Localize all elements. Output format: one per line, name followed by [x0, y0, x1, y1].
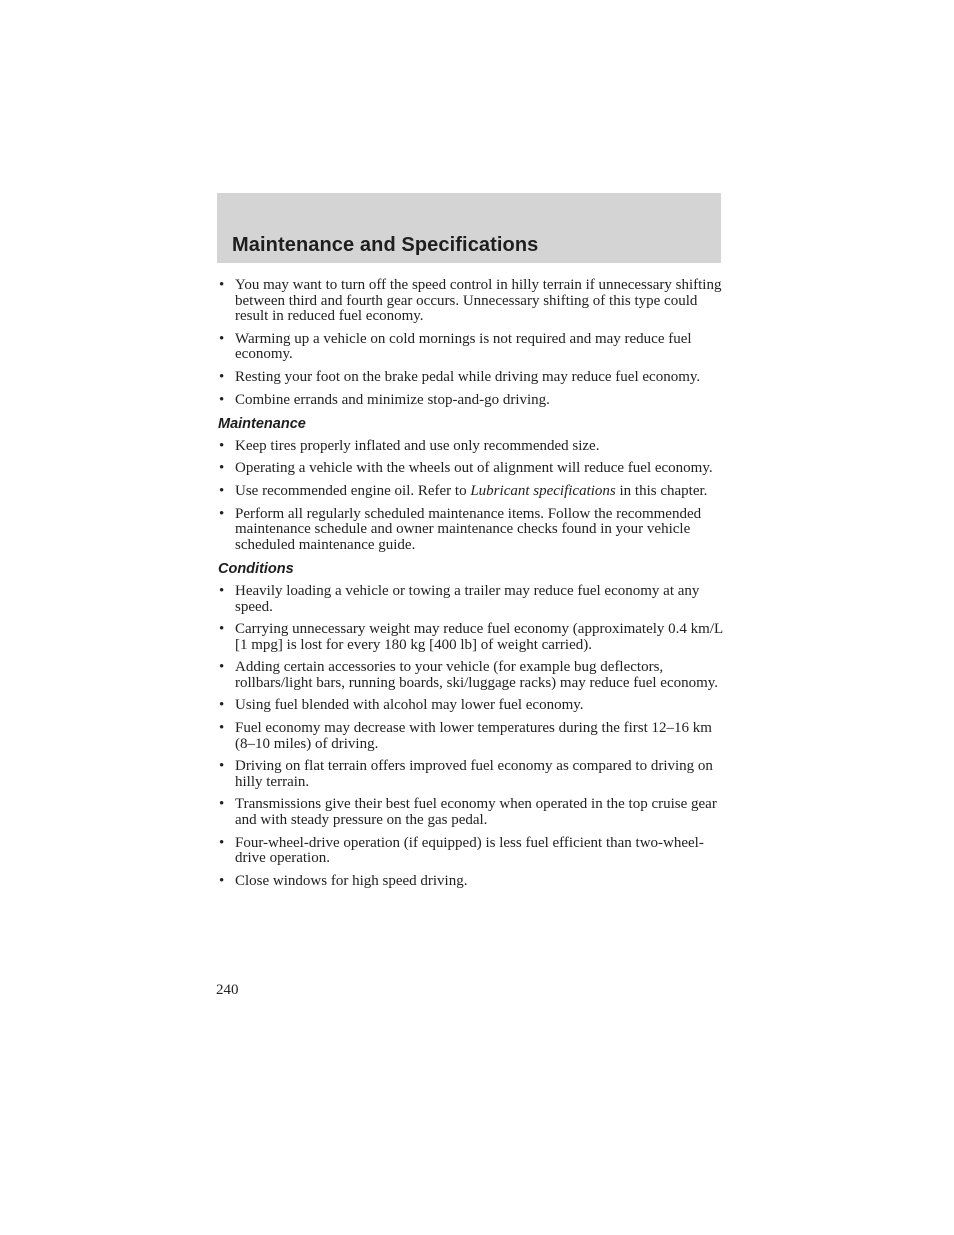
maintenance-heading: Maintenance — [218, 416, 306, 433]
conditions-heading: Conditions — [218, 561, 294, 578]
list-item: • Fuel economy may decrease with lower temperatures during the first 12–16 km (8–10 miles) of driving. — [218, 721, 724, 752]
list-item: • You may want to turn off the speed control in hilly terrain if unnecessary shifting between third and fourth gear occurs. Unnecessary shifting of this type could result in reduced fuel economy. — [218, 278, 724, 325]
list-item: • Combine errands and minimize stop-and-go driving. — [218, 393, 724, 409]
oil-text-after: in this chapter. — [615, 482, 708, 499]
page-content — [218, 278, 724, 896]
list-item: • Using fuel blended with alcohol may lower fuel economy. — [218, 698, 724, 714]
section-header-band — [217, 193, 721, 263]
list-item: • Heavily loading a vehicle or towing a trailer may reduce fuel economy at any speed. — [218, 584, 724, 615]
maintenance-bullet-list — [218, 439, 724, 554]
list-item-oil — [218, 484, 724, 500]
list-item: • Close windows for high speed driving. — [218, 874, 724, 890]
list-item: • Driving on flat terrain offers improved fuel economy as compared to driving on hilly terrain. — [218, 759, 724, 790]
list-item: • Perform all regularly scheduled maintenance items. Follow the recommended maintenance schedule and owner maintenance checks found in your vehicle scheduled maintenance guide. — [218, 507, 724, 554]
list-item: • Carrying unnecessary weight may reduce fuel economy (approximately 0.4 km/L [1 mpg] is lost for every 180 kg [400 lb] of weight carried). — [218, 622, 724, 653]
list-item: • Four-wheel-drive operation (if equipped) is less fuel efficient than two-wheel-drive operation. — [218, 836, 724, 867]
lubricant-specifications-reference: Lubricant specifications — [470, 482, 616, 499]
list-item: • Transmissions give their best fuel economy when operated in the top cruise gear and with steady pressure on the gas pedal. — [218, 797, 724, 828]
list-item: • Operating a vehicle with the wheels out of alignment will reduce fuel economy. — [218, 461, 724, 477]
list-item: • Keep tires properly inflated and use only recommended size. — [218, 439, 724, 455]
list-item: • Warming up a vehicle on cold mornings is not required and may reduce fuel economy. — [218, 332, 724, 363]
list-item: • Adding certain accessories to your vehicle (for example bug deflectors, rollbars/light bars, running boards, ski/luggage racks) may reduce fuel economy. — [218, 660, 724, 691]
list-item: • Resting your foot on the brake pedal while driving may reduce fuel economy. — [218, 370, 724, 386]
oil-text-before: Use recommended engine oil. Refer to — [235, 482, 471, 499]
page-title: Maintenance and Specifications — [232, 234, 539, 256]
conditions-bullet-list — [218, 584, 724, 890]
page-number: 240 — [216, 982, 239, 998]
intro-bullet-list — [218, 278, 724, 408]
